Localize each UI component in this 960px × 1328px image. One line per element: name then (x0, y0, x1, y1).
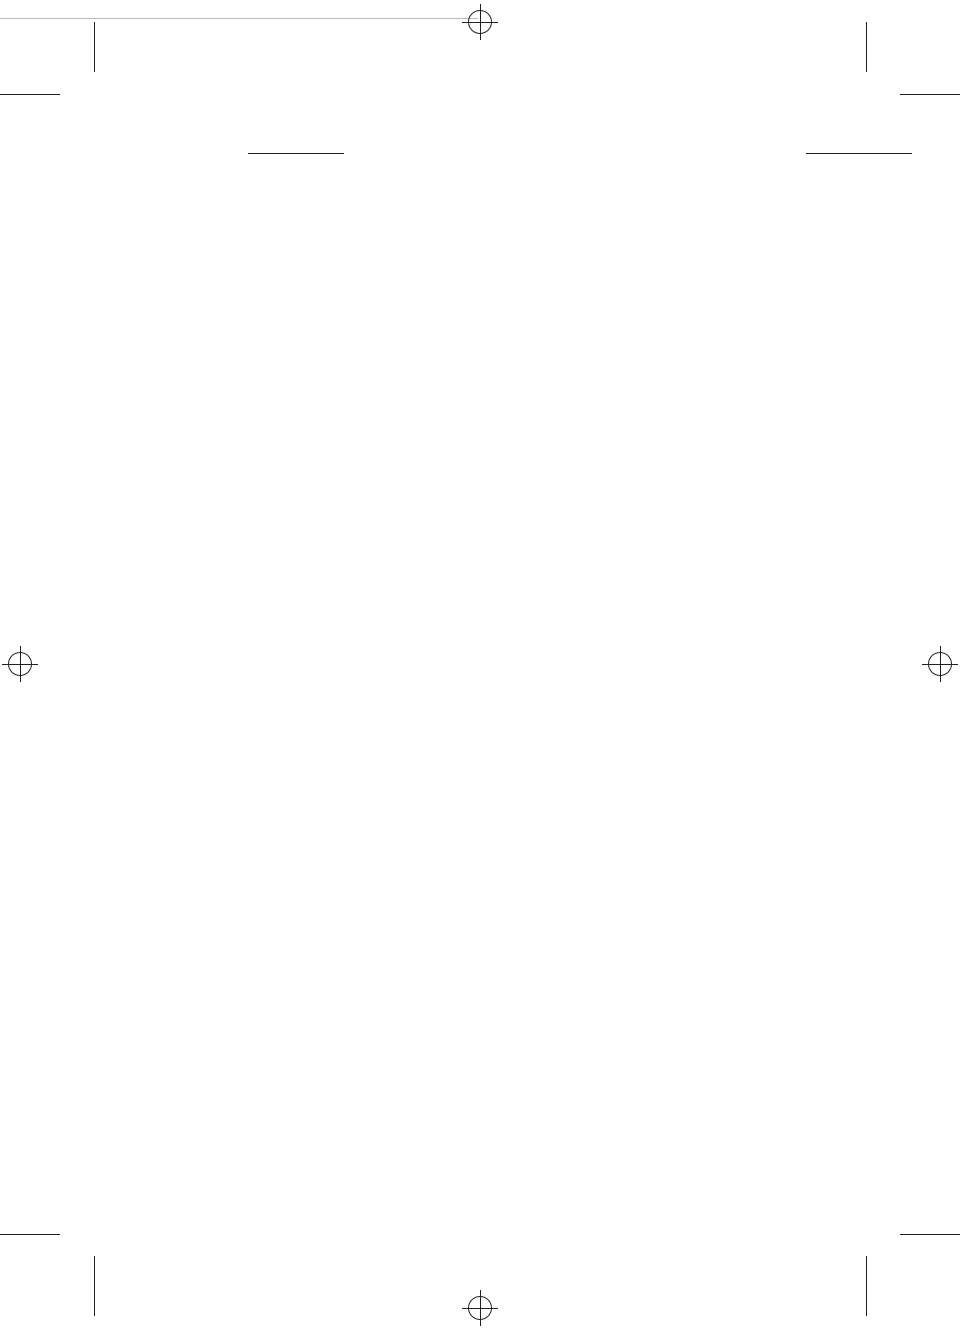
registration-mark-bottom (462, 1290, 498, 1326)
header-rule-right (806, 153, 912, 154)
print-slug (0, 0, 478, 19)
right-column (488, 177, 868, 221)
registration-mark-top (462, 4, 498, 40)
running-header (88, 130, 878, 160)
header-rule-left (248, 153, 344, 154)
registration-mark-right (922, 646, 958, 682)
registration-mark-left (2, 646, 38, 682)
